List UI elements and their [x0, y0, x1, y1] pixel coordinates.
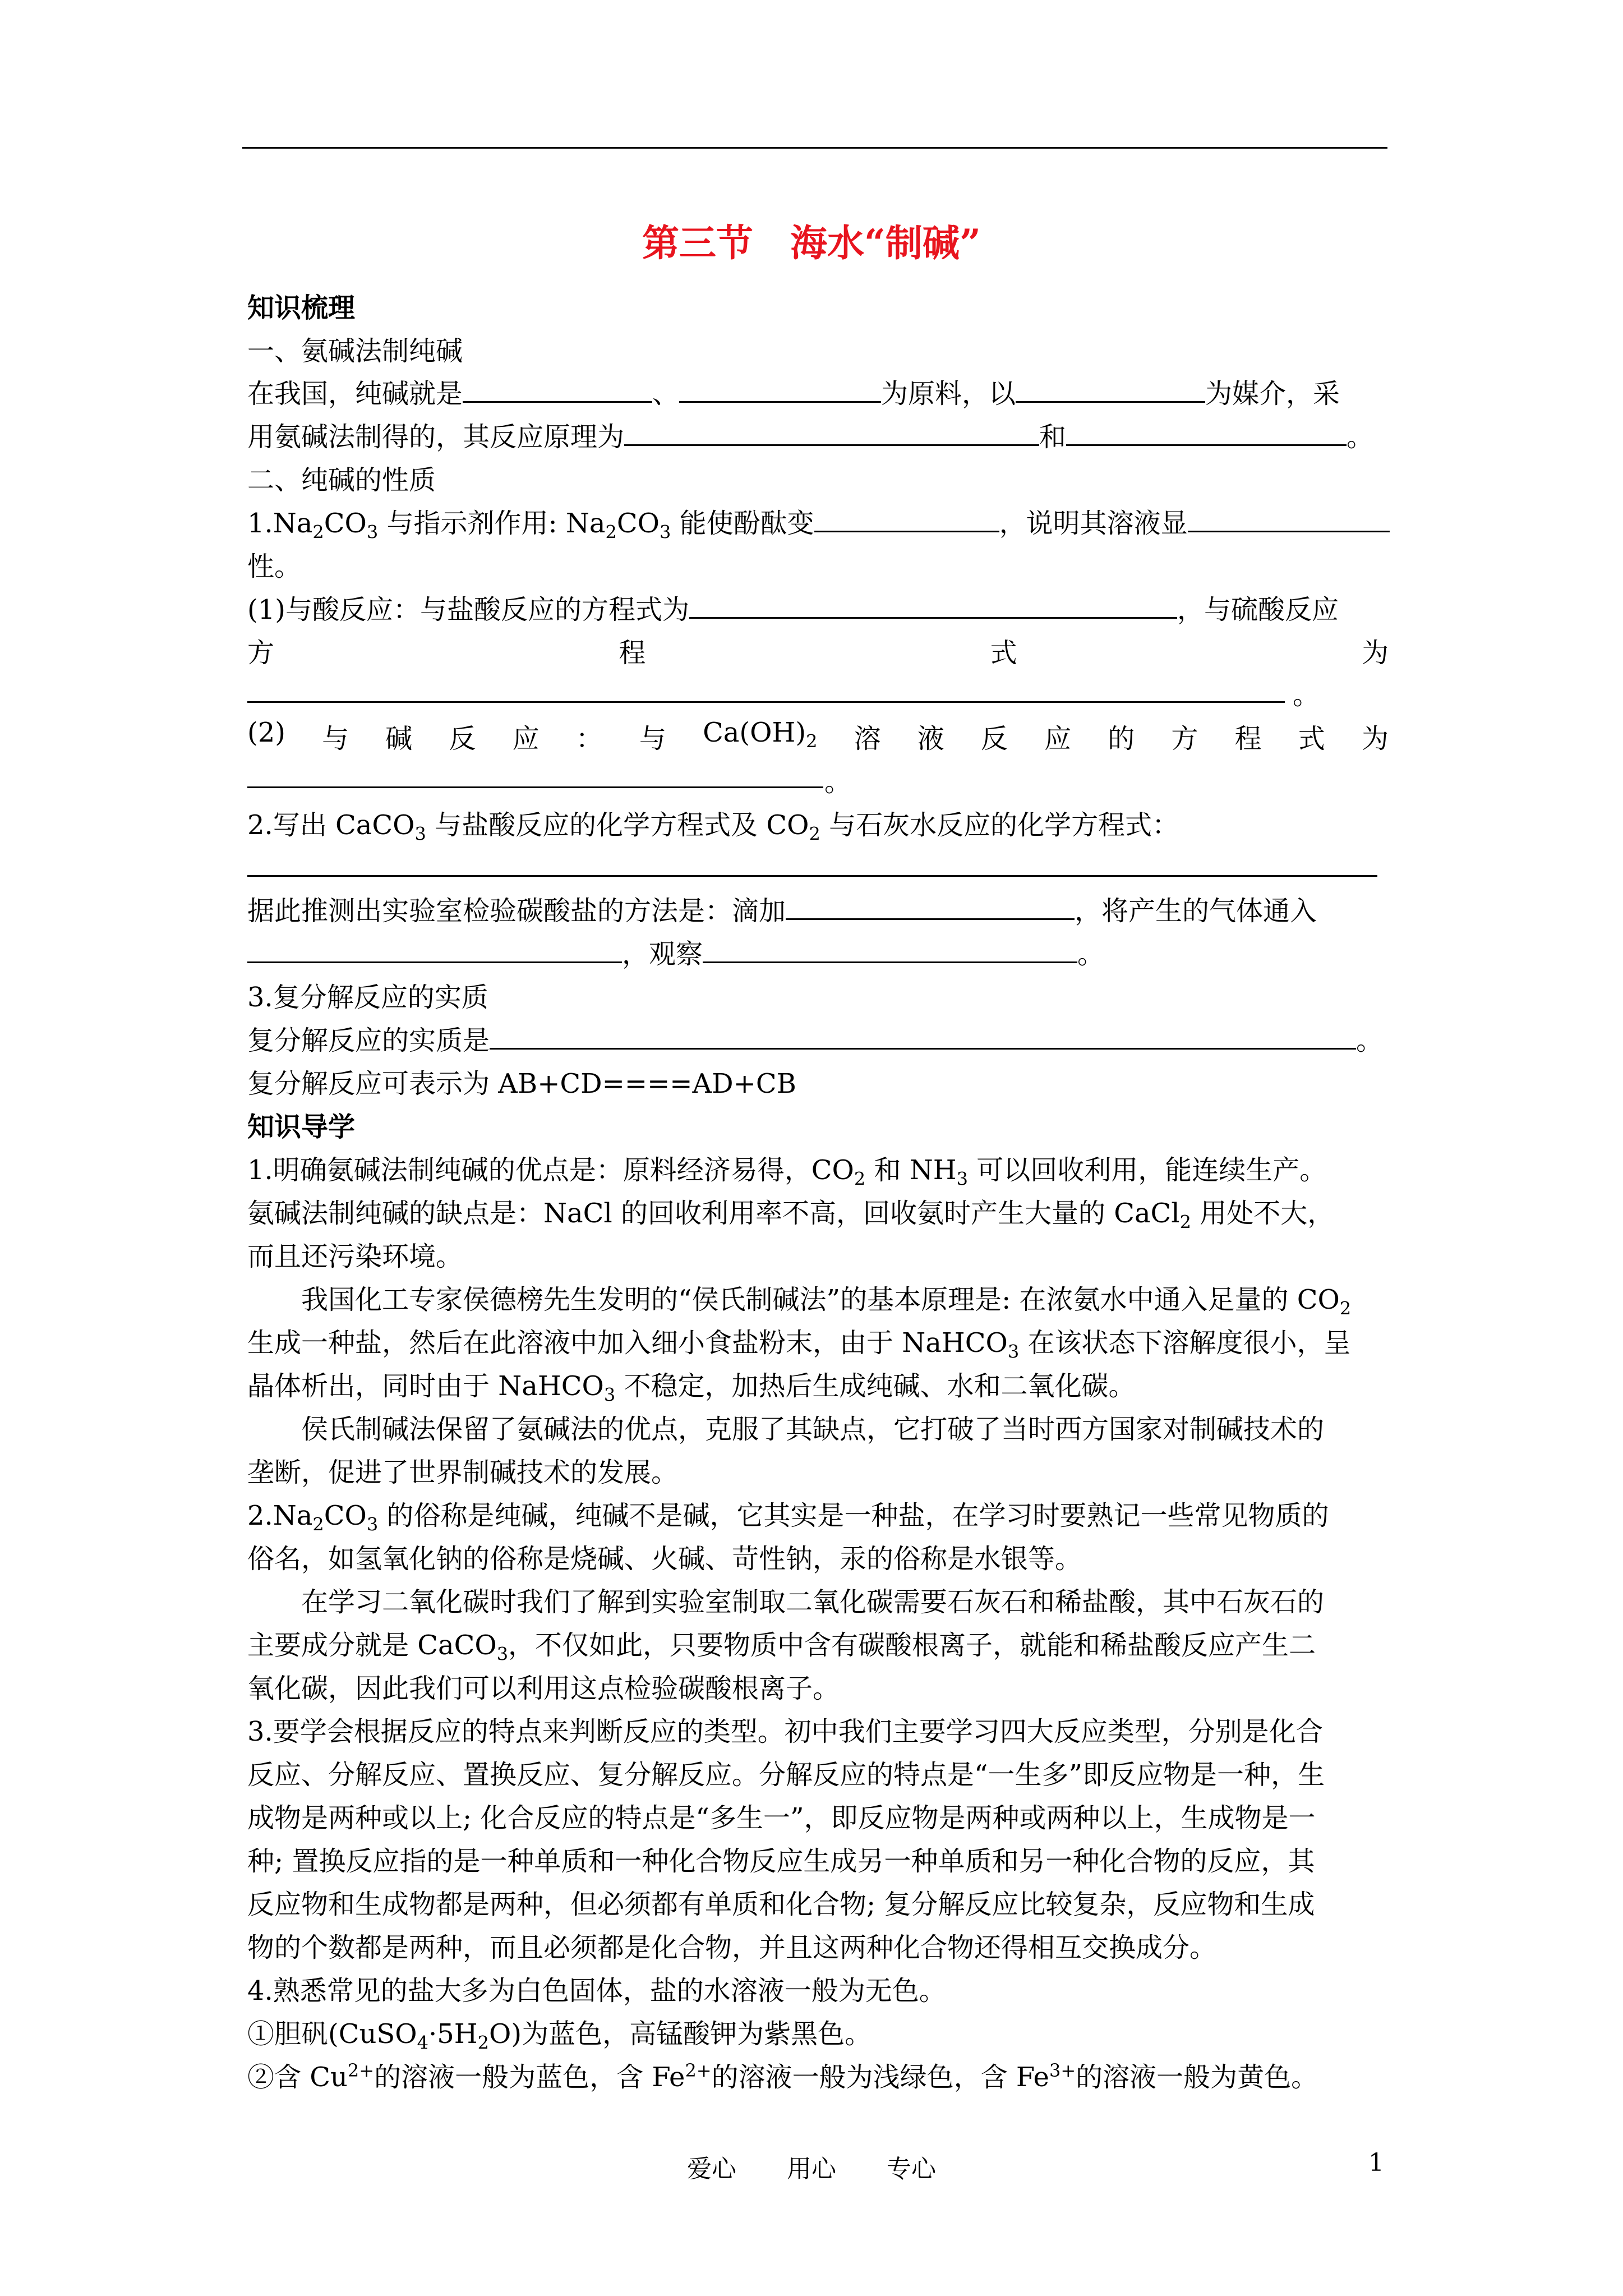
question-line: (1)与酸反应：与盐酸反应的方程式为 ，与硫酸反应 — [247, 588, 1389, 627]
paragraph-line: 而且还污染环境。 — [247, 1241, 463, 1272]
answer-blank[interactable] — [247, 936, 622, 963]
answer-line[interactable] — [247, 875, 1377, 877]
answer-line[interactable] — [247, 786, 823, 788]
question-line: 3.复分解反应的实质 — [247, 982, 488, 1013]
question-line: 2.写出 CaCO$_3$ 与盐酸反应的化学方程式及 $CO_2$ 与石灰水反应的化学方程式： — [247, 809, 1179, 845]
answer-blank[interactable] — [786, 892, 1075, 920]
paragraph-line: 氨碱法制纯碱的缺点是：NaCl 的回收利用率不高，回收氨时产生大量的 CaCl$_2$ 用处不大， — [247, 1198, 1335, 1233]
question-line: 方 程 式 为 — [247, 637, 1389, 669]
page-title: 第三节 海水“制碱” — [642, 221, 981, 265]
question-line: 据此推测出实验室检验碳酸盐的方法是：滴加 ，将产生的气体通入 — [247, 889, 1389, 928]
answer-blank[interactable] — [814, 505, 999, 532]
header-rule — [242, 147, 1387, 149]
paragraph-line: ①胆矾$(CuSO_4\cdot 5H_2O)$为蓝色，高锰酸钾为紫黑色。 — [247, 2018, 872, 2054]
answer-blank[interactable] — [463, 375, 652, 403]
paragraph-line: 反应、分解反应、置换反应、复分解反应。分解反应的特点是“一生多”即反应物是一种，生 — [247, 1759, 1325, 1791]
heading-ammonia-soda: 一、氨碱法制纯碱 — [247, 335, 463, 367]
answer-blank[interactable] — [624, 418, 1039, 446]
paragraph-line: 物的个数都是两种，而且必须都是化合物，并且这两种化合物还得相互交换成分。 — [247, 1932, 1217, 1963]
answer-blank[interactable] — [679, 375, 881, 403]
question-line: $1.Na_2CO_3$ 与指示剂作用: $Na_2CO_3$ 能使酚酞变 ，说明其溶液显 — [247, 501, 1389, 543]
paragraph-line: 氧化碳，因此我们可以利用这点检验碳酸根离子。 — [247, 1673, 840, 1704]
question-line: 性。 — [247, 551, 302, 582]
page-footer: 爱心 用心 专心 — [687, 2155, 936, 2183]
answer-blank[interactable] — [1066, 418, 1347, 446]
paragraph-line: 我国化工专家侯德榜先生发明的“侯氏制碱法”的基本原理是: 在浓氨水中通入足量的 $CO_2$ — [301, 1284, 1352, 1319]
paragraph-line: 生成一种盐，然后在此溶液中加入细小食盐粉末，由于 NaHCO$_3$ 在该状态下溶解度很小，呈 — [247, 1327, 1351, 1363]
answer-line[interactable] — [247, 701, 1285, 703]
paragraph-line: 反应物和生成物都是两种，但必须都有单质和化合物; 复分解反应比较复杂，反应物和生成 — [247, 1889, 1315, 1920]
section-heading-guide: 知识导学 — [247, 1111, 356, 1143]
paragraph-line: 主要成分就是 CaCO$_3$，不仅如此，只要物质中含有碳酸根离子，就能和稀盐酸反应产生二 — [247, 1630, 1316, 1665]
question-line: 在我国，纯碱就是 、 为原料，以 为媒介，采 — [247, 372, 1389, 411]
paragraph-line: 3.要学会根据反应的特点来判断反应的类型。初中我们主要学习四大反应类型，分别是化合 — [247, 1716, 1323, 1747]
answer-blank[interactable] — [703, 936, 1077, 963]
paragraph-line: 1.明确氨碱法制纯碱的优点是：原料经济易得，$CO_2$ 和 $NH_3$ 可以回收利用，能连续生产。 — [247, 1154, 1327, 1190]
paragraph-line: 垄断，促进了世界制碱技术的发展。 — [247, 1457, 679, 1488]
question-line: ，观察 。 — [247, 932, 1389, 971]
paragraph-line: 在学习二氧化碳时我们了解到实验室制取二氧化碳需要石灰石和稀盐酸，其中石灰石的 — [301, 1586, 1325, 1618]
question-line: (2) 与 碱 反 应 ： 与 $Ca(OH)_2$ 溶 液 反 应 的 方 程 式 为 — [247, 717, 1389, 754]
paragraph-line: 种; 置换反应指的是一种单质和一种化合物反应生成另一种单质和另一种化合物的反应，其 — [247, 1846, 1315, 1877]
answer-blank[interactable] — [1188, 505, 1390, 532]
paragraph-line: 俗名，如氢氧化钠的俗称是烧碱、火碱、苛性钠，汞的俗称是水银等。 — [247, 1543, 1082, 1575]
paragraph-line: 4.熟悉常见的盐大多为白色固体，盐的水溶液一般为无色。 — [247, 1975, 946, 2007]
section-heading-review: 知识梳理 — [247, 292, 356, 324]
paragraph-line: 侯氏制碱法保留了氨碱法的优点，克服了其缺点，它打破了当时西方国家对制碱技术的 — [301, 1414, 1325, 1445]
answer-blank[interactable] — [1016, 375, 1205, 403]
question-line: 复分解反应的实质是 。 — [247, 1019, 1389, 1057]
period: 。 — [824, 766, 852, 798]
paragraph-line: 晶体析出，同时由于 NaHCO$_3$ 不稳定，加热后生成纯碱、水和二氧化碳。 — [247, 1370, 1136, 1406]
heading-soda-properties: 二、纯碱的性质 — [247, 464, 436, 496]
paragraph-line: $2.Na_2CO_3$ 的俗称是纯碱，纯碱不是碱，它其实是一种盐，在学习时要熟记一些常见物质的 — [247, 1500, 1329, 1535]
answer-blank[interactable] — [490, 1022, 1356, 1050]
paragraph-line: 成物是两种或以上; 化合反应的特点是“多生一”，即反应物是两种或两种以上，生成物是一 — [247, 1802, 1316, 1834]
period: 。 — [1293, 679, 1320, 711]
paragraph-line: ②含 $Cu^{2+}$的溶液一般为蓝色，含 $Fe^{2+}$的溶液一般为浅绿色，含 $Fe^{3+}$的溶液一般为黄色。 — [247, 2060, 1318, 2093]
answer-blank[interactable] — [689, 591, 1177, 619]
page-number: 1 — [1368, 2148, 1384, 2177]
question-line: 用氨碱法制得的，其反应原理为 和 。 — [247, 415, 1389, 454]
question-line: 复分解反应可表示为 AB+CD====AD+CB — [247, 1068, 796, 1099]
